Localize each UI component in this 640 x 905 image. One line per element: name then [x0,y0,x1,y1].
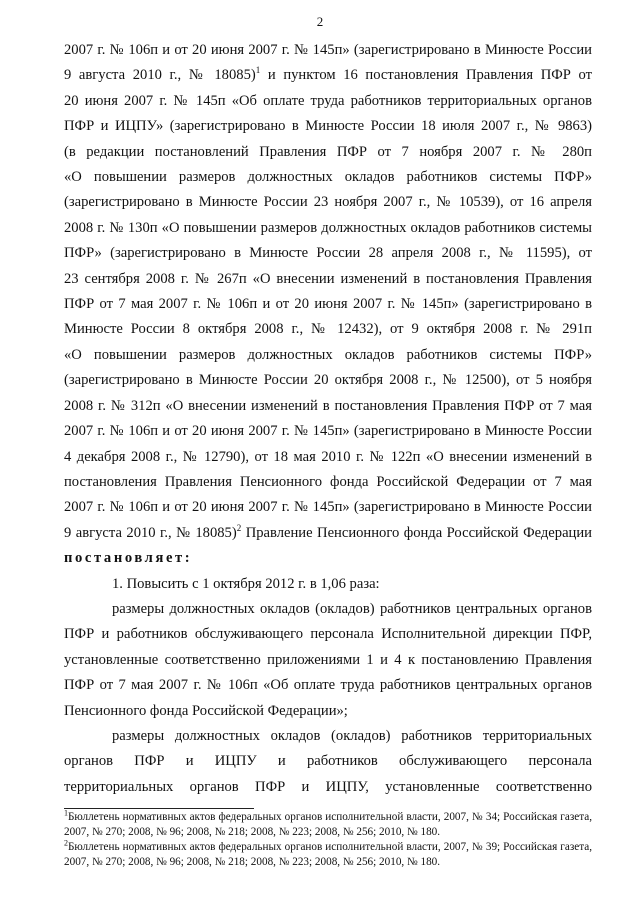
body-line: «О повышении размеров должностных окладов работников системы ПФР» [64,346,592,363]
decree-word: постановляет: [64,550,193,567]
body-line: 9 августа 2010 г., № 18085)$^1$ и пунктом 16 постановления Правления ПФР от [64,65,592,84]
footnote-2 [64,840,592,869]
body-line: ПФР от 7 мая 2007 г. № 106п и от 20 июня 2007 г. № 145п» (зарегистрировано в [64,296,592,313]
para-b-line: территориальных органов ПФР и ИЦПУ, установленные соответственно [64,778,592,795]
footnote-text: Бюллетень нормативных актов федеральных органов исполнительной власти, 2007, № 39; Российская газета, 2007, № 270; 2008, № 96; 2008, № 218; 2008, № 223; 2008, № 256; 2010, № 180. [64,841,592,868]
body-line: ПФР и ИЦПУ» (зарегистрировано в Минюсте России 18 июля 2007 г., № 9863) [64,118,592,135]
body-line: 9 августа 2010 г., № 18085)$^2$ Правление Пенсионного фонда Российской Федерации [64,522,592,541]
body-line: 4 декабря 2008 г., № 12790), от 18 мая 2010 г. № 122п «О внесении изменений в [64,448,592,465]
footnote-mark: 2 [64,838,68,848]
body-line: (зарегистрировано в Минюсте России 20 октября 2008 г., № 12500), от 5 ноября [64,372,592,389]
body-line: (в редакции постановлений Правления ПФР от 7 ноября 2007 г. № 280п [64,143,592,160]
para-b-line: органов ПФР и ИЦПУ и работников обслуживающего персонала [64,753,592,770]
body-line: 2008 г. № 312п «О внесении изменений в постановления Правления ПФР от 7 мая [64,397,592,414]
footnote-1 [64,810,592,839]
para-a-line: ПФР и работников обслуживающего персонала Исполнительной дирекции ПФР, [64,626,592,643]
page-number: 2 [316,14,324,29]
body-line: Минюсте России 8 октября 2008 г., № 12432), от 9 октября 2008 г. № 291п [64,321,592,338]
item-1: 1. Повысить с 1 октября 2012 г. в 1,06 раза: [112,575,380,592]
body-line: постановления Правления Пенсионного фонда Российской Федерации от 7 мая [64,473,592,490]
body-line: «О повышении размеров должностных окладов работников системы ПФР» [64,169,592,186]
body-line: 2008 г. № 130п «О повышении размеров должностных окладов работников системы [64,219,592,236]
footnote-text: Бюллетень нормативных актов федеральных органов исполнительной власти, 2007, № 34; Российская газета, 2007, № 270; 2008, № 96; 2008, № 218; 2008, № 223; 2008, № 256; 2010, № 180. [64,811,592,838]
para-a-line: размеры должностных окладов (окладов) работников центральных органов [112,600,592,617]
body-line: (зарегистрировано в Минюсте России 23 ноября 2007 г., № 10539), от 16 апреля [64,194,592,211]
body-line: ПФР» (зарегистрировано в Минюсте России 28 апреля 2008 г., № 11595), от [64,245,592,262]
para-a-line: ПФР от 7 мая 2007 г. № 106п «Об оплате труда работников центральных органов [64,677,592,694]
footnote-mark: 1 [64,808,68,818]
body-line: 2007 г. № 106п и от 20 июня 2007 г. № 145п» (зарегистрировано в Минюсте России [64,42,592,58]
footnote-divider [64,808,254,809]
body-line: 20 июня 2007 г. № 145п «Об оплате труда работников территориальных органов [64,92,592,109]
footnote-ref: 1 [255,65,261,76]
body-line: 2007 г. № 106п и от 20 июня 2007 г. № 145п» (зарегистрировано в Минюсте России [64,423,592,440]
para-a-line: Пенсионного фонда Российской Федерации»; [64,702,348,719]
body-line: 2007 г. № 106п и от 20 июня 2007 г. № 145п» (зарегистрировано в Минюсте России [64,499,592,516]
para-a-line: установленные соответственно приложениями 1 и 4 к постановлению Правления [64,651,592,668]
body-text [64,38,592,800]
footnote-ref: 2 [236,522,242,533]
footnotes [64,810,592,869]
para-b-line: размеры должностных окладов (окладов) работников территориальных [112,727,592,744]
body-line: 23 сентября 2008 г. № 267п «О внесении изменений в постановления Правления [64,270,592,287]
